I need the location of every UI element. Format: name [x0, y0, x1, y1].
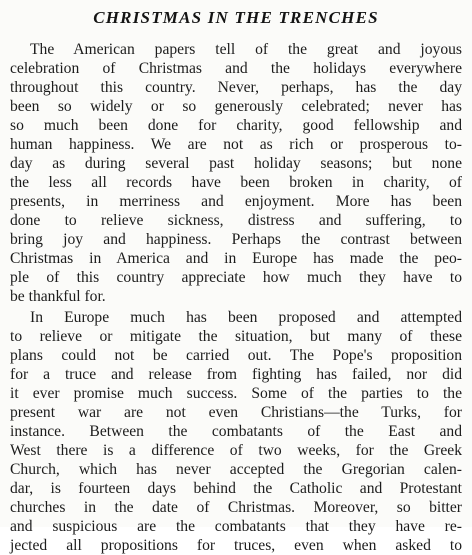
paragraph-2-line-4: for a truce and release from fighting has failed, nor did [10, 366, 462, 383]
paragraph-1-line-13: ple of this country appreciate how much they have to [10, 269, 462, 286]
paragraph-2-line-13: jected all propositions for truces, even when asked to [10, 537, 462, 554]
paragraph-2-line-10: dar, is fourteen days behind the Catholic and Protestant [10, 480, 462, 497]
paragraph-2-line-6: present war are not even Christians—the Turks, for [10, 404, 462, 421]
paragraph-2-line-5: it ever promise much success. Some of the parties to the [10, 385, 462, 402]
article-headline: CHRISTMAS IN THE TRENCHES [93, 8, 379, 27]
paragraph-2-line-9: Church, which has never accepted the Gregorian calen- [10, 461, 462, 478]
paragraph-2-line-8: West there is a difference of two weeks, for the Greek [10, 442, 462, 459]
paragraph-1-line-10: done to relieve sickness, distress and suffering, to [10, 212, 462, 229]
paragraph-1-line-14: be thankful for. [10, 288, 106, 305]
paragraph-1-line-7: day as during several past holiday seasons; but none [10, 155, 462, 172]
paragraph-1-line-9: presents, in merriness and enjoyment. More has been [10, 193, 462, 210]
paragraph-1-line-6: human happiness. We are not as rich or prosperous to- [10, 136, 462, 153]
paragraph-1-line-12: Christmas in America and in Europe has made the peo- [10, 250, 462, 267]
paragraph-1-line-4: been so widely or so generously celebrated; never has [10, 98, 462, 115]
paragraph-2-line-11: churches in the date of Christmas. Moreover, so bitter [10, 499, 462, 516]
paragraph-1-line-3: throughout this country. Never, perhaps, has the day [10, 79, 462, 96]
paragraph-2-line-1: In Europe much has been proposed and attempted [30, 309, 462, 326]
paragraph-1-line-8: the less all records have been broken in charity, of [10, 174, 462, 191]
paragraph-2-line-2: to relieve or mitigate the situation, but many of these [10, 328, 462, 345]
paragraph-1-line-5: so much been done for charity, good fellowship and [10, 117, 462, 134]
paragraph-1-line-11: bring joy and happiness. Perhaps the contrast between [10, 231, 462, 248]
paragraph-2-line-7: instance. Between the combatants of the East and [10, 423, 462, 440]
paragraph-2-line-12: and suspicious are the combatants that they have re- [10, 518, 462, 535]
paragraph-1-line-2: celebration of Christmas and the holidays everywhere [10, 60, 462, 77]
paragraph-1-line-1: The American papers tell of the great and joyous [30, 41, 462, 58]
paragraph-2-line-3: plans could not be carried out. The Pope's proposition [10, 347, 462, 364]
